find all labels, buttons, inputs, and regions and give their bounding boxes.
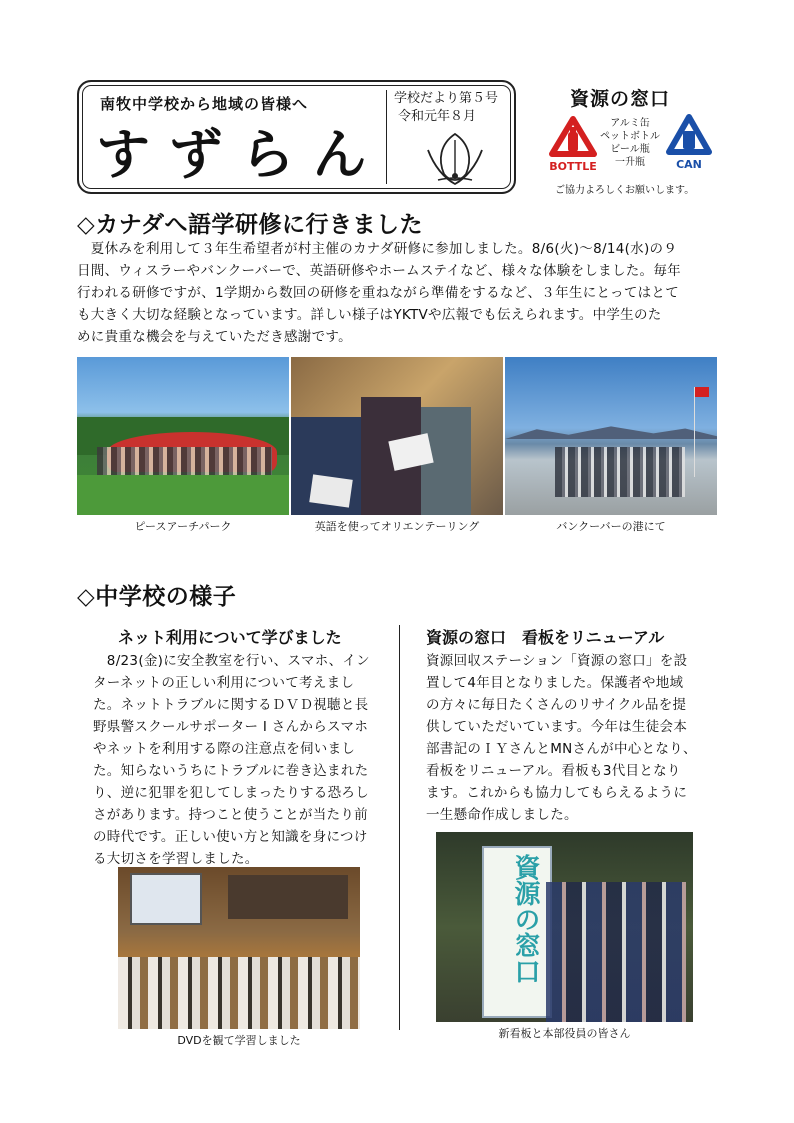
masthead-divider: [386, 90, 387, 184]
bottle-label: BOTTLE: [549, 160, 597, 173]
recycle-item: 一升瓶: [615, 157, 645, 168]
text-line: さがあります。持つこと使うことが当たり前: [93, 807, 368, 823]
masthead-subtitle: 南牧中学校から地域の皆様へ: [100, 95, 309, 113]
recycle-item: アルミ缶: [610, 118, 650, 129]
caption-vancouver-harbor: バンクーバーの港にて: [556, 520, 666, 533]
caption-peace-arch-park: ピースアーチパーク: [134, 520, 232, 533]
photo-new-signboard: [436, 832, 693, 1022]
text-line: 置して4年目となりました。保護者や地域: [426, 675, 684, 691]
column-divider: [399, 625, 400, 1030]
canada-body: [77, 238, 727, 348]
text-line: 資源回収ステーション「資源の窓口」を設: [426, 653, 688, 669]
photo-vancouver-harbor: [505, 357, 717, 515]
recycle-note: ご協力よろしくお願いします。: [555, 185, 695, 196]
recycle-title: 資源の窓口: [570, 88, 671, 110]
photo-peace-arch-park: [77, 357, 289, 515]
recycle-items: [598, 117, 662, 169]
text-line: た。ネットトラブルに関するＤＶＤ視聴と長: [93, 697, 369, 713]
text-line: ます。これからも協力してもらえるように: [426, 785, 688, 801]
text-line: やネットを利用する際の注意点を伺いまし: [93, 741, 356, 757]
caption-new-signboard: 新看板と本部役員の皆さん: [498, 1027, 631, 1040]
text-line: 夏休みを利用して３年生希望者が村主催のカナダ研修に参加しました。8/6(火)～8/14(水)の９: [77, 241, 678, 257]
signboard-body: [426, 650, 716, 826]
lily-of-the-valley-icon: [420, 130, 490, 188]
caption-orienteering: 英語を使ってオリエンテーリング: [314, 520, 480, 533]
text-line: 野県警スクールサポーター I さんからスマホ: [93, 719, 369, 735]
signboard-text: 資源の窓口: [510, 854, 540, 984]
photo-dvd-assembly: [118, 867, 360, 1029]
text-line: た。知らないうちにトラブルに巻き込まれた: [93, 763, 369, 779]
can-recycle-icon: [664, 114, 714, 172]
photo-orienteering: [291, 357, 503, 515]
canada-heading: ◇カナダへ語学研修に行きました: [77, 212, 424, 238]
can-label: CAN: [676, 158, 702, 171]
signboard-title: 資源の窓口 看板をリニューアル: [426, 628, 665, 647]
text-line: ターネットの正しい利用について考えまし: [93, 675, 355, 691]
text-line: 供していただいています。今年は生徒会本: [426, 719, 688, 735]
text-line: めに貴重な機会を与えていただき感謝です。: [77, 329, 352, 345]
text-line: 一生懸命作成しました。: [426, 807, 578, 823]
issue-number: 学校だより第５号: [394, 91, 499, 106]
text-line: 8/23(金)に安全教室を行い、スマホ、イン: [93, 653, 370, 669]
text-line: も大きく大切な経験となっています。詳しい様子はYKTVや広報でも伝えられます。中学生のた: [77, 307, 662, 323]
caption-dvd-assembly: DVDを観て学習しました: [177, 1034, 301, 1047]
recycle-item: ビール瓶: [610, 144, 650, 155]
text-line: 行われる研修ですが、1学期から数回の研修を重ねながら準備をするなど、３年生にとってはとて: [77, 285, 680, 301]
school-heading: ◇中学校の様子: [77, 584, 237, 610]
text-line: る大切さを学習しました。: [93, 851, 259, 867]
text-line: 看板をリニューアル。看板も3代目となり: [426, 763, 681, 779]
net-usage-title: ネット利用について学びました: [118, 628, 342, 647]
issue-date: 令和元年８月: [398, 109, 477, 124]
recycle-item: ペットボトル: [600, 131, 660, 142]
text-line: の時代です。正しい使い方と知識を身につけ: [93, 829, 368, 845]
net-usage-body: [93, 650, 393, 870]
text-line: 日間、ウィスラーやバンクーバーで、英語研修やホームステイなど、様々な体験をしました。毎年: [77, 263, 681, 279]
issue-info: [394, 90, 498, 126]
text-line: の方々に毎日たくさんのリサイクル品を提: [426, 697, 687, 713]
newsletter-title: すずらん: [96, 122, 385, 186]
bottle-recycle-icon: [546, 116, 600, 174]
text-line: り、逆に犯罪を犯してしまったりする恐ろし: [93, 785, 369, 801]
text-line: 部書記のＩＹさんとMNさんが中心となり、: [426, 741, 697, 757]
